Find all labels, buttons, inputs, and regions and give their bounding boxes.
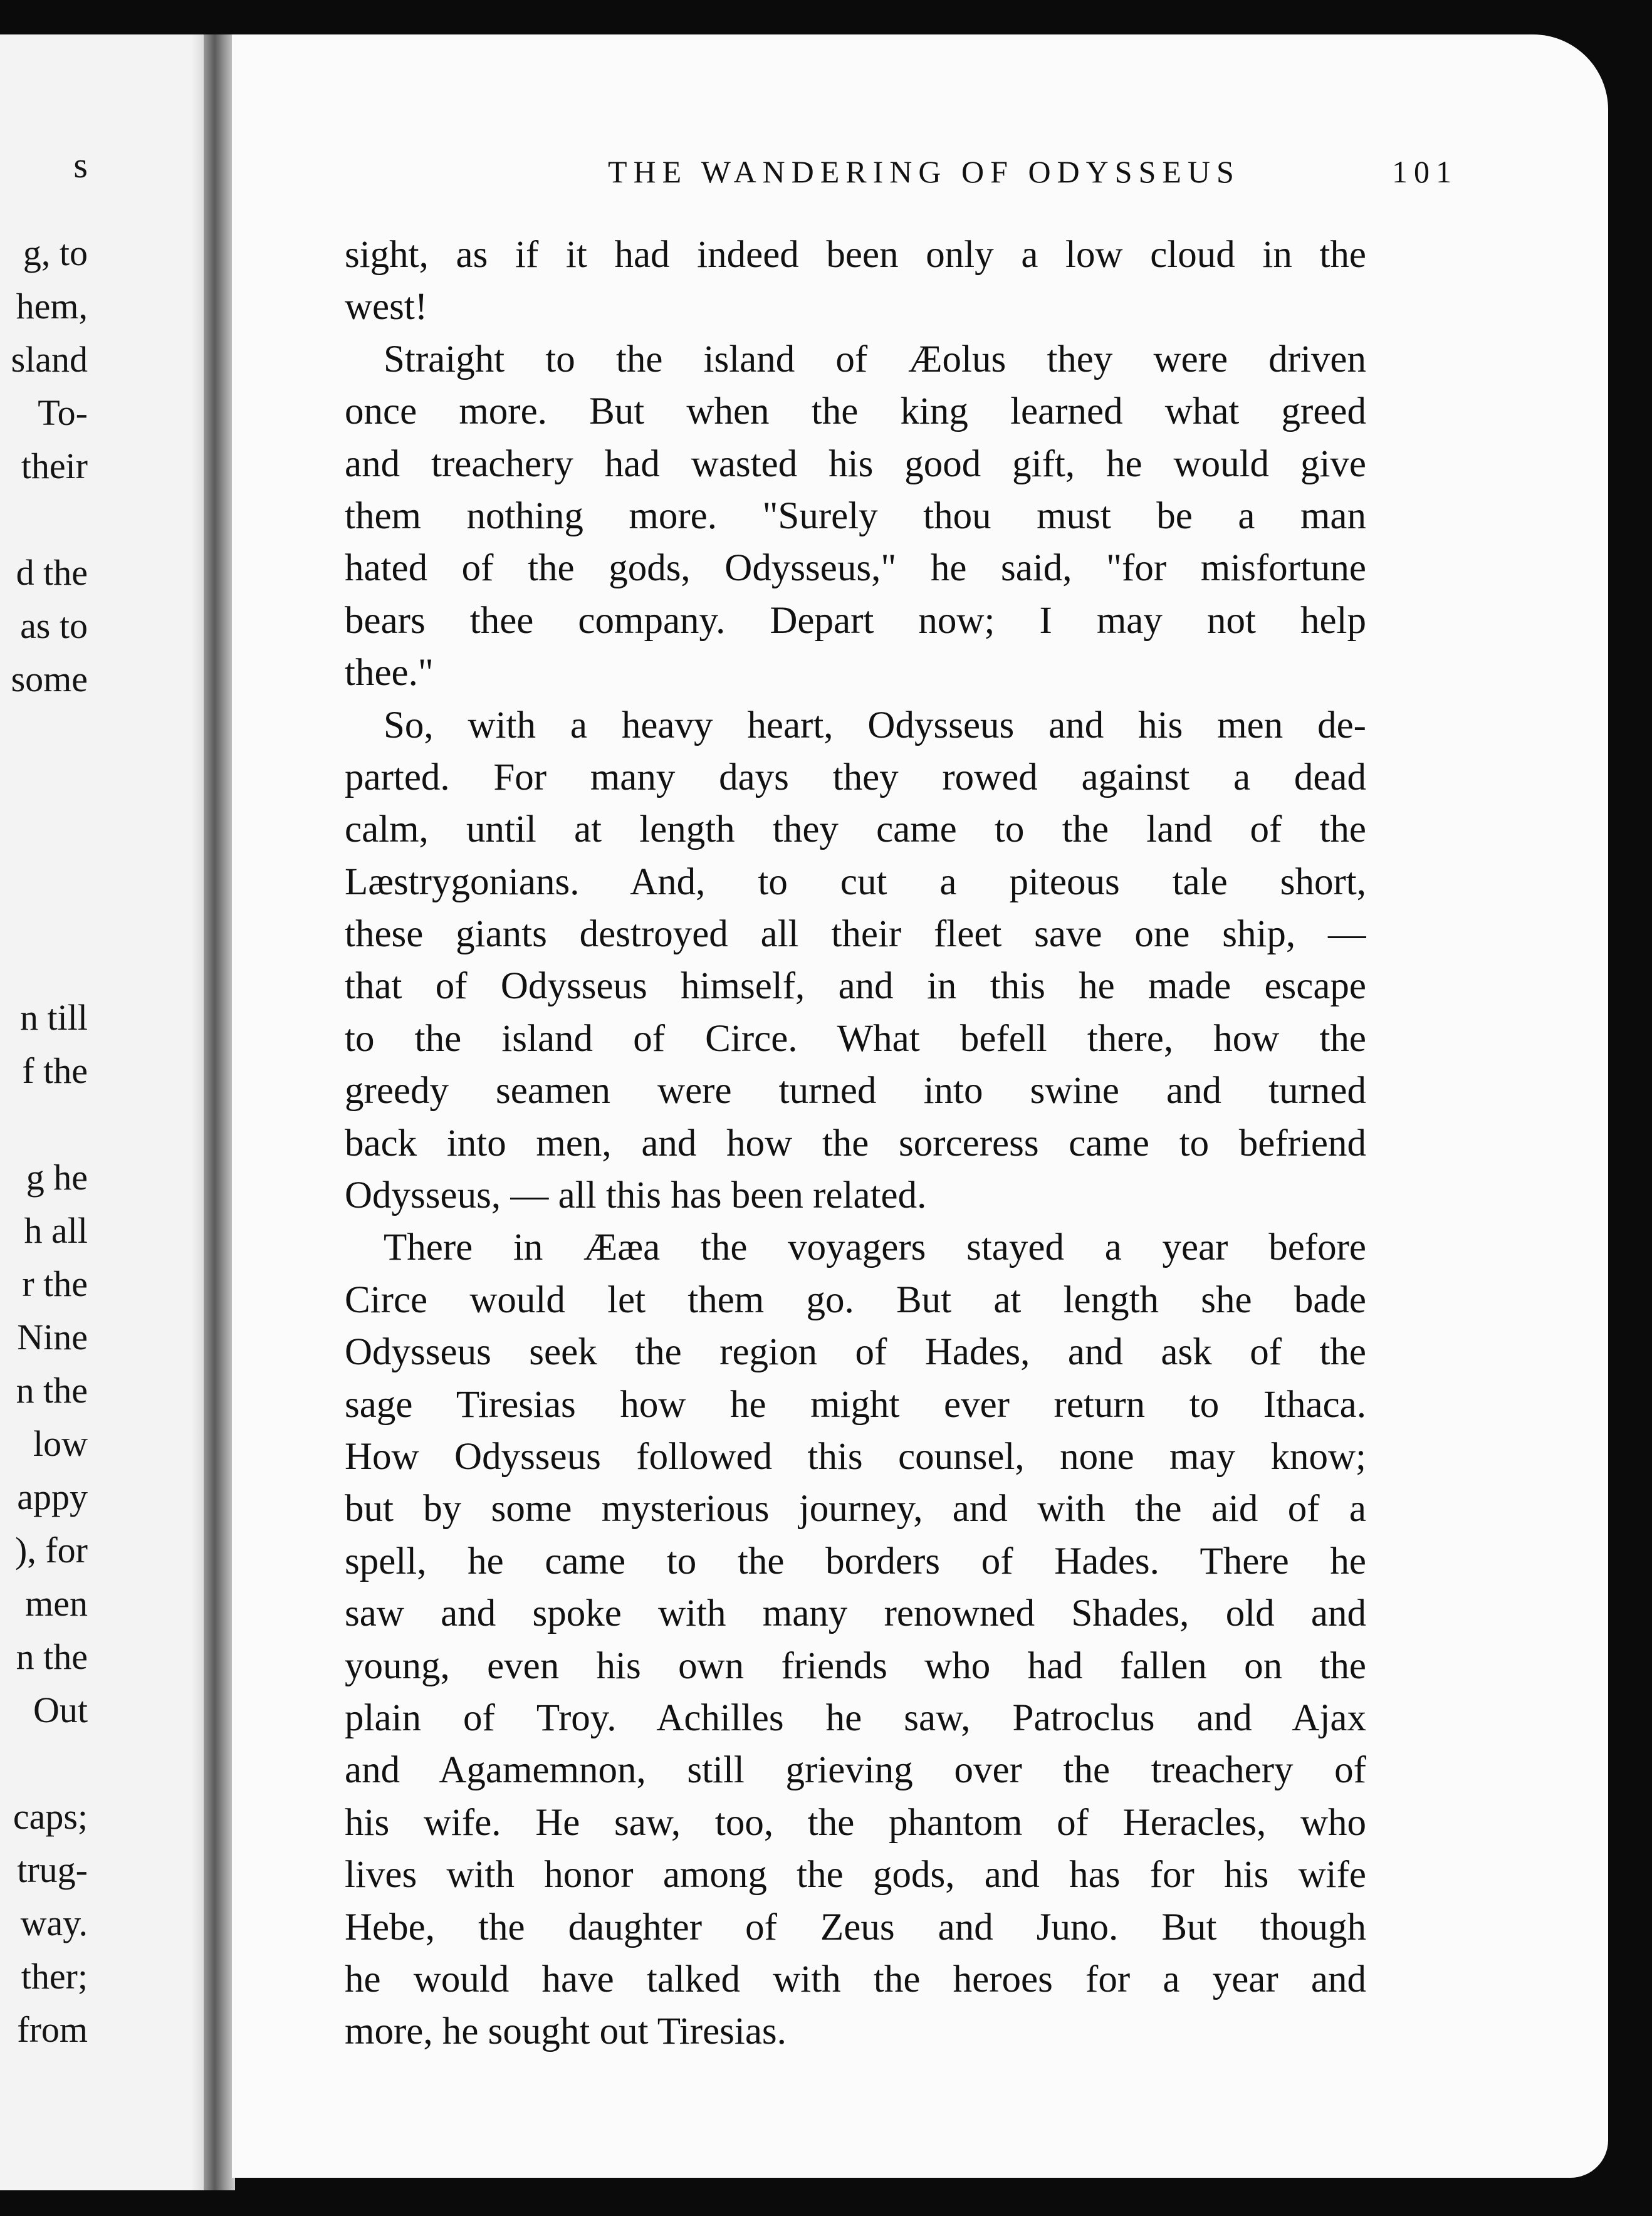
text-line: Læstrygonians. And, to cut a piteous tale short,	[345, 860, 1366, 903]
facing-page-fragment: appy	[17, 1476, 88, 1517]
text-line: plain of Troy. Achilles he saw, Patroclus and Ajax	[345, 1696, 1366, 1739]
text-line: spell, he came to the borders of Hades. There he	[345, 1540, 1366, 1582]
facing-page-fragment: n the	[16, 1370, 88, 1411]
facing-page-fragment: low	[33, 1423, 88, 1464]
facing-page-fragment: some	[11, 659, 88, 699]
facing-page-fragment: Nine	[17, 1317, 88, 1357]
facing-page-fragment: s	[73, 145, 88, 186]
text-line: and Agamemnon, still grieving over the treachery of	[345, 1749, 1366, 1792]
text-line: thee."	[345, 652, 434, 694]
facing-page-fragment: n the	[16, 1636, 88, 1677]
text-line: back into men, and how the sorceress came to befriend	[345, 1122, 1366, 1164]
text-line: young, even his own friends who had fallen on the	[345, 1644, 1366, 1687]
facing-page-fragment: ther;	[21, 1956, 88, 1997]
text-line: Hebe, the daughter of Zeus and Juno. But though	[345, 1906, 1366, 1948]
text-line: How Odysseus followed this counsel, none may know;	[345, 1435, 1366, 1478]
facing-page-fragment: as to	[20, 605, 88, 646]
facing-page-fragment: n till	[20, 997, 88, 1038]
text-line: and treachery had wasted his good gift, he would give	[345, 442, 1366, 485]
text-line: hated of the gods, Odysseus," he said, "for misfortune	[345, 547, 1366, 590]
facing-page-fragment: from	[17, 2009, 88, 2050]
text-line: greedy seamen were turned into swine and turned	[345, 1070, 1366, 1112]
facing-page-fragment: g, to	[23, 233, 88, 273]
text-line: There in Ææa the voyagers stayed a year before	[384, 1226, 1366, 1269]
text-line: Circe would let them go. But at length she bade	[345, 1278, 1366, 1321]
text-line: these giants destroyed all their fleet save one ship, —	[345, 913, 1366, 956]
book-gutter	[204, 34, 235, 2190]
facing-page-fragment: caps;	[13, 1796, 88, 1837]
text-line: once more. But when the king learned what greed	[345, 390, 1366, 433]
text-line: calm, until at length they came to the land of the	[345, 808, 1366, 851]
facing-page-fragment: f the	[22, 1050, 88, 1091]
facing-page-fragment: men	[25, 1583, 88, 1624]
text-line: that of Odysseus himself, and in this he made escape	[345, 965, 1366, 1008]
text-line: Odysseus, — all this has been related.	[345, 1174, 927, 1217]
body-text	[345, 229, 1366, 2058]
running-head-title: THE WANDERING OF ODYSSEUS	[608, 154, 1240, 189]
facing-page-fragment: To-	[38, 392, 88, 433]
facing-page-fragment: g he	[26, 1157, 88, 1198]
text-line: them nothing more. "Surely thou must be a man	[345, 494, 1366, 537]
facing-page-fragment: d the	[16, 552, 88, 593]
facing-page	[0, 34, 216, 2190]
text-line: lives with honor among the gods, and has for his wife	[345, 1854, 1366, 1896]
text-line: west!	[345, 286, 428, 328]
text-line: parted. For many days they rowed against a dead	[345, 756, 1366, 798]
text-line: he would have talked with the heroes for a year and	[345, 1958, 1366, 2000]
text-line: but by some mysterious journey, and with the aid of a	[345, 1488, 1366, 1530]
text-line: sage Tiresias how he might ever return to Ithaca.	[345, 1383, 1366, 1426]
text-line: Odysseus seek the region of Hades, and ask of the	[345, 1331, 1366, 1374]
text-line: So, with a heavy heart, Odysseus and his men de-	[384, 704, 1366, 746]
facing-page-fragment: h all	[24, 1210, 88, 1251]
text-line: to the island of Circe. What befell there, how the	[345, 1017, 1366, 1060]
facing-page-fragment: ), for	[15, 1530, 88, 1571]
text-line: saw and spoke with many renowned Shades, old and	[345, 1592, 1366, 1635]
text-line: Straight to the island of Æolus they were driven	[384, 338, 1366, 380]
text-line: more, he sought out Tiresias.	[345, 2010, 787, 2053]
facing-page-fragment: Out	[33, 1690, 88, 1730]
text-line: his wife. He saw, too, the phantom of Heracles, who	[345, 1801, 1366, 1844]
facing-page-fragment: way.	[20, 1903, 88, 1943]
facing-page-fragment: their	[21, 446, 88, 486]
running-head	[420, 154, 1602, 204]
facing-page-fragment: sland	[11, 339, 88, 380]
text-line: bears thee company. Depart now; I may not help	[345, 599, 1366, 642]
page-number: 101	[1392, 154, 1458, 189]
facing-page-fragment: trug-	[17, 1849, 88, 1890]
book-page	[232, 34, 1608, 2178]
text-line: sight, as if it had indeed been only a low cloud in the	[345, 234, 1366, 276]
facing-page-fragment: r the	[22, 1263, 88, 1304]
facing-page-fragment: hem,	[16, 286, 88, 327]
